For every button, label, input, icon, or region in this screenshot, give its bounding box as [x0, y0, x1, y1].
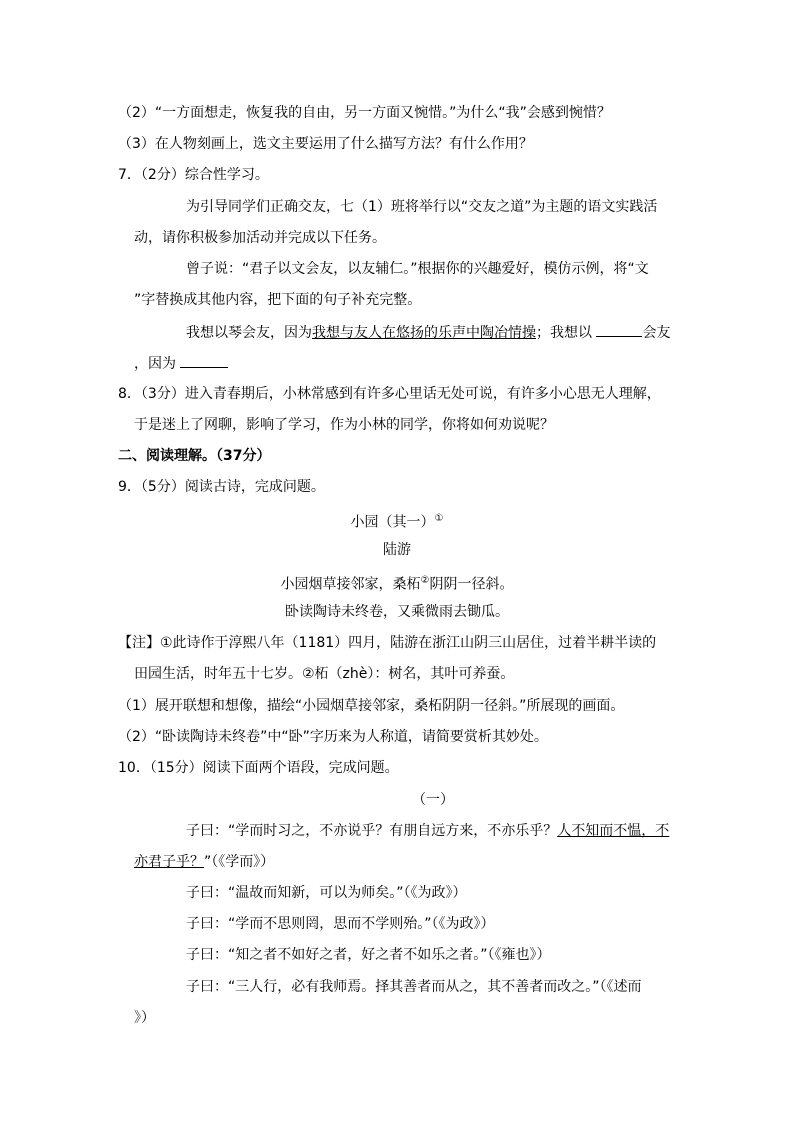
q10-line4: 子曰：“知之者不如好之者，好之者不如乐之者。”（《雍也》）: [186, 947, 551, 963]
q10-part-1-label: （一）: [412, 792, 454, 808]
poem-line-1-footnote-mark: ②: [420, 575, 430, 586]
q9-note-line1: 【注】①此诗作于淳熙八年（1181）四月，陆游在浙江山阴三山居住，过着半耕半读的: [118, 635, 657, 651]
q10-line2: 子曰：“温故而知新，可以为师矣。”（《为政》）: [186, 885, 467, 901]
q6-sub3: （3）在人物刻画上，选文主要运用了什么描写方法？有什么作用？: [118, 136, 533, 152]
q7-para2-line2: ”字替换成其他内容，把下面的句子补充完整。: [134, 292, 422, 308]
q10-line5-cont: 》）: [134, 1010, 155, 1026]
q9-note-line2: 田园生活，时年五十七岁。②柘（zhè）：树名，其叶可养蚕。: [134, 666, 515, 682]
poem-line-1-a: 小园烟草接邻家，桑柘: [280, 576, 421, 593]
q7-para2-line1: 曾子说：“君子以文会友，以友辅仁。”根据你的兴趣爱好，模仿示例，将“文: [186, 261, 649, 277]
q9-heading: 9．（5分）阅读古诗，完成问题。: [118, 479, 325, 495]
q10-line1-cont-underlined: 亦君子乎？: [134, 854, 204, 870]
q6-sub2: （2）“一方面想走，恢复我的自由，另一方面又惋惜。”为什么“我”会感到惋惜？: [118, 105, 611, 121]
poem-title: [0, 510, 794, 532]
section-2-heading: 二、阅读理解。（37分）: [118, 448, 271, 464]
q7-para3-line1: [186, 322, 670, 342]
q7-para3-line2: [134, 353, 228, 373]
q10-line3: 子曰：“学而不思则罔，思而不学则殆。”（《为政》）: [186, 916, 495, 932]
q8-line2: 于是迷上了网聊，影响了学习，作为小林的同学，你将如何劝说呢？: [134, 417, 554, 433]
q7-example-underlined: 我想与友人在悠扬的乐声中陶冶情操: [312, 325, 536, 341]
poem-line-1: [0, 572, 794, 594]
q10-line1-underlined: 人不知而不愠，不: [557, 823, 670, 839]
poem-title-text: 小园（其一）: [350, 514, 435, 531]
q10-line1-text: 子曰：“学而时习之，不亦说乎？有朋自远方来，不亦乐乎？: [186, 823, 558, 839]
q10-line1: [186, 822, 669, 840]
q10-line1-cont-source: ”（《学而》）: [204, 854, 275, 870]
q10-line5: 子曰：“三人行，必有我师焉。择其善者而从之，其不善者而改之。”（《述而: [186, 979, 642, 995]
q7-blank-1[interactable]: [596, 322, 642, 337]
q7-example-after: 会友: [642, 325, 671, 341]
q9-sub1: （1）展开联想和想像，描绘“小园烟草接邻家，桑柘阴阴一径斜。”所展现的画面。: [118, 698, 625, 714]
q9-sub2: （2）“卧读陶诗未终卷”中“卧”字历来为人称道，请简要赏析其妙处。: [118, 729, 548, 745]
q7-blank-2[interactable]: [180, 353, 228, 368]
q7-heading: 7．（2分）综合性学习。: [118, 167, 269, 183]
q8-line1: 8．（3分）进入青春期后，小林常感到有许多心里话无处可说，有许多小心思无人理解，: [118, 386, 661, 402]
poem-line-2: 卧读陶诗未终卷，又乘微雨去锄瓜。: [285, 604, 509, 620]
q7-para1-line1: 为引导同学们正确交友，七（1）班将举行以“交友之道”为主题的语文实践活: [186, 199, 658, 215]
poem-line-1-b: 阴阴一径斜。: [429, 576, 514, 593]
q7-example-prefix: 我想以琴会友，因为: [186, 325, 312, 341]
poem-author: 陆游: [383, 542, 411, 558]
q7-para1-line2: 动，请你积极参加活动并完成以下任务。: [134, 230, 386, 246]
q7-because-label: ，因为: [134, 356, 176, 372]
poem-title-footnote-mark: ①: [434, 513, 444, 524]
q10-heading: 10．（15分）阅读下面两个语段，完成问题。: [118, 760, 399, 776]
q7-example-mid: ；我想以: [536, 325, 592, 341]
q10-line1-cont: [134, 853, 274, 871]
